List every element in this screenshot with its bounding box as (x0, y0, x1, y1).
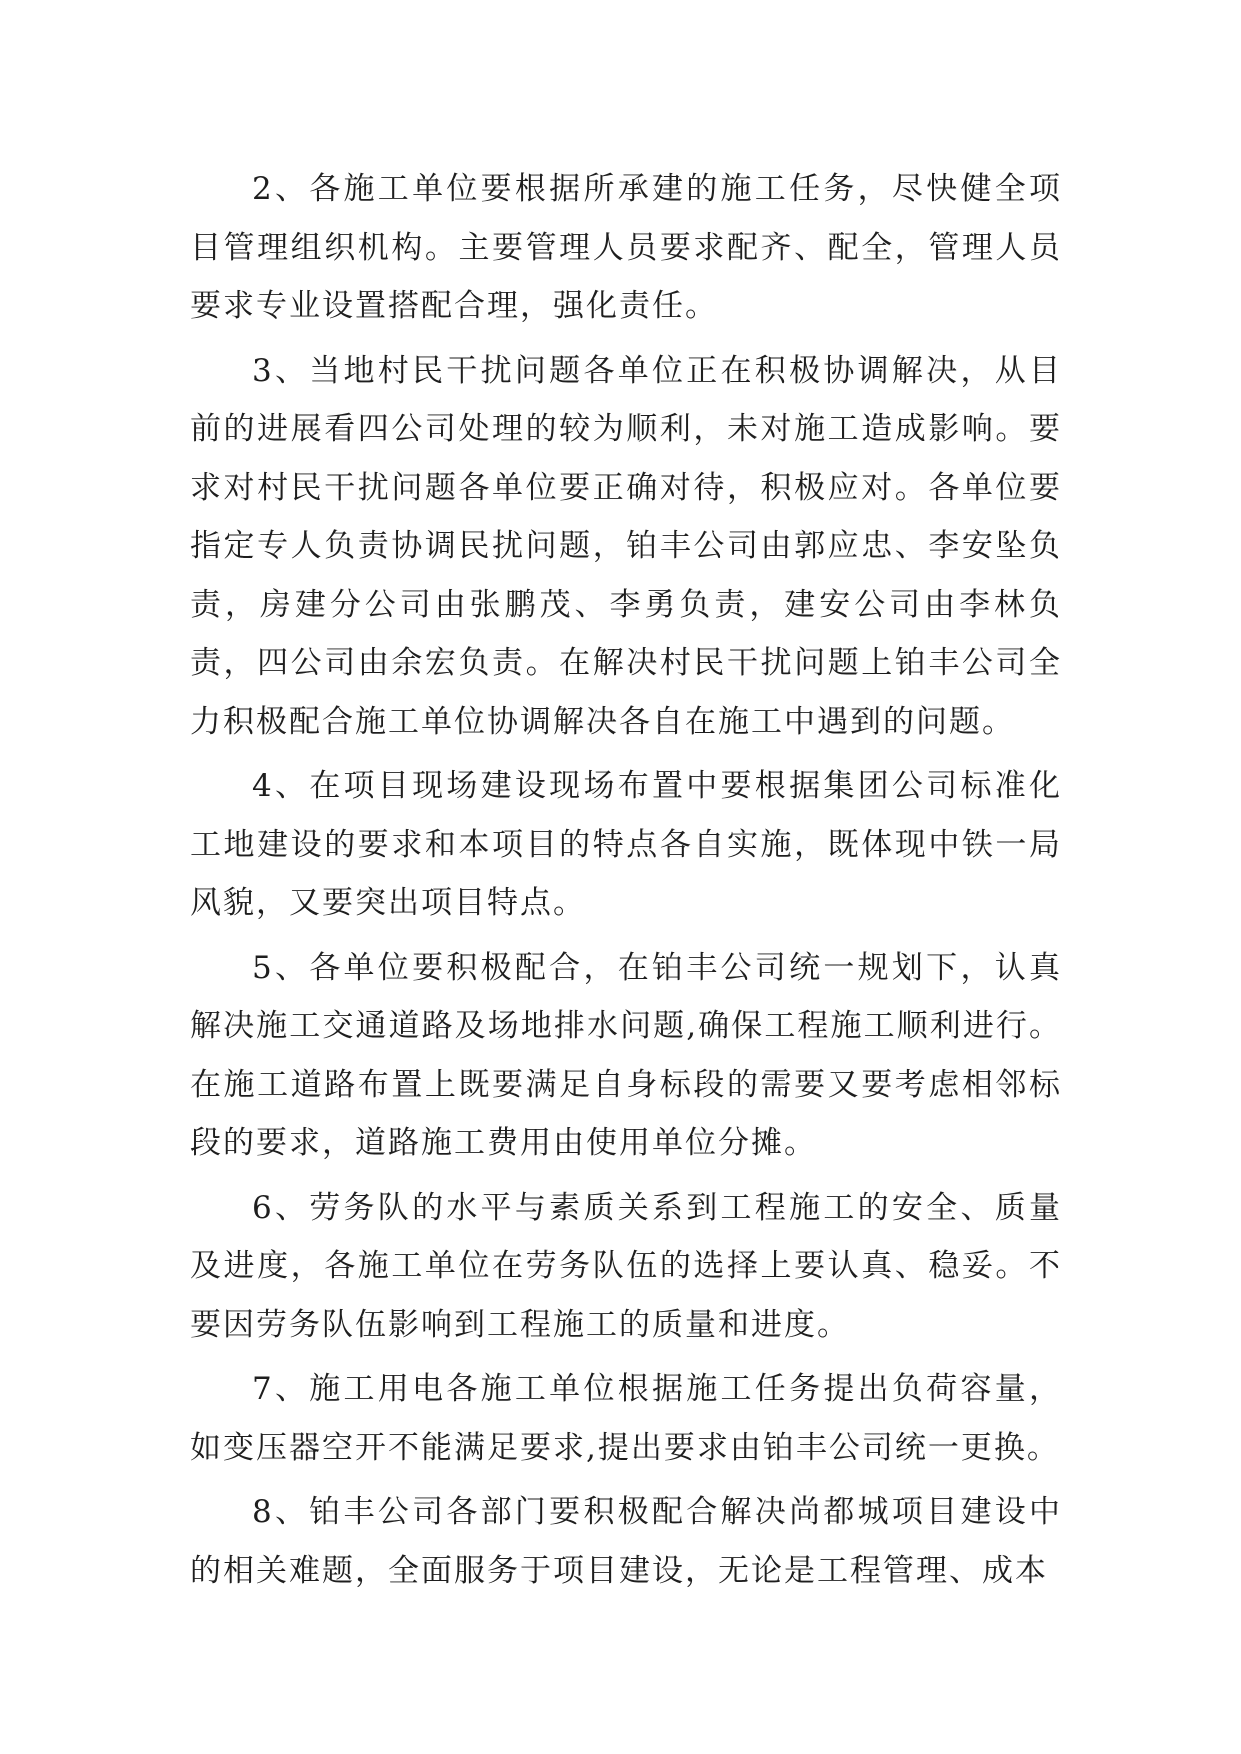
paragraph-item-6: 6、劳务队的水平与素质关系到工程施工的安全、质量及进度，各施工单位在劳务队伍的选择上要认真、稳妥。不要因劳务队伍影响到工程施工的质量和进度。 (190, 1189, 1062, 1343)
paragraph-item-4: 4、在项目现场建设现场布置中要根据集团公司标准化工地建设的要求和本项目的特点各自实施，既体现中铁一局风貌，又要突出项目特点。 (190, 768, 1062, 921)
paragraph-item-5: 5、各单位要积极配合，在铂丰公司统一规划下，认真解决施工交通道路及场地排水问题,确保工程施工顺利进行。在施工道路布置上既要满足自身标段的需要又要考虑相邻标段的要求，道路施工费用由使用单位分摊。 (190, 949, 1062, 1161)
paragraph-item-8: 8、铂丰公司各部门要积极配合解决尚都城项目建设中的相关难题，全面服务于项目建设，无论是工程管理、成本 (190, 1494, 1062, 1589)
document-body (190, 160, 1062, 1606)
paragraph-item-7: 7、施工用电各施工单位根据施工任务提出负荷容量，如变压器空开不能满足要求,提出要求由铂丰公司统一更换。 (190, 1371, 1062, 1466)
paragraph-item-3: 3、当地村民干扰问题各单位正在积极协调解决，从目前的进展看四公司处理的较为顺利，未对施工造成影响。要求对村民干扰问题各单位要正确对待，积极应对。各单位要指定专人负责协调民扰问题，铂丰公司由郭应忠、李安坠负责，房建分公司由张鹏茂、李勇负责，建安公司由李林负责，四公司由余宏负责。在解决村民干扰问题上铂丰公司全力积极配合施工单位协调解决各自在施工中遇到的问题。 (190, 352, 1062, 740)
paragraph-item-2: 2、各施工单位要根据所承建的施工任务，尽快健全项目管理组织机构。主要管理人员要求配齐、配全，管理人员要求专业设置搭配合理，强化责任。 (190, 171, 1062, 324)
